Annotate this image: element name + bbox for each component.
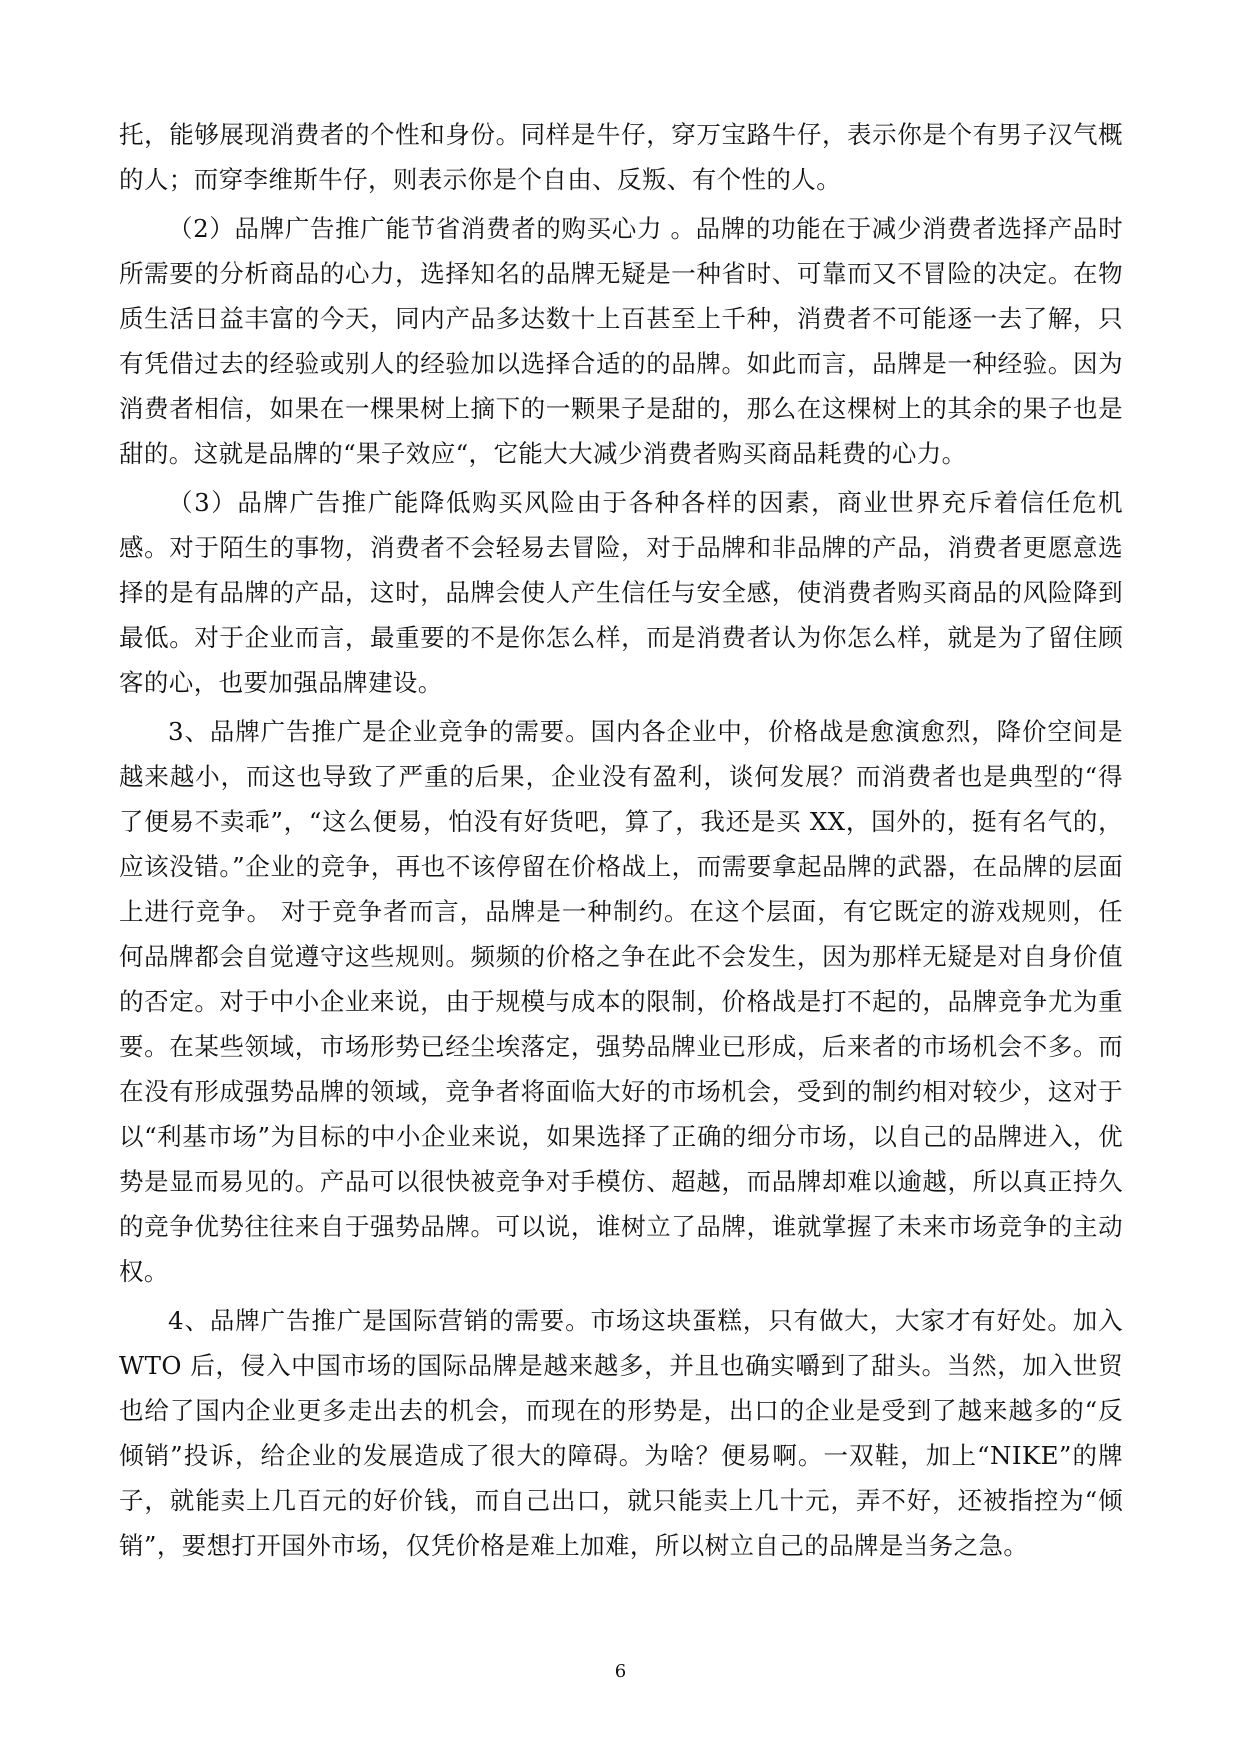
paragraph-point-3: （3）品牌广告推广能降低购买风险由于各种各样的因素，商业世界充斥着信任危机感。对于陌生的事物，消费者不会轻易去冒险，对于品牌和非品牌的产品，消费者更愿意选择的是有品牌的产品，这时，品牌会使人产生信任与安全感，使消费者购买商品的风险降到最低。对于企业而言，最重要的不是你怎么样，而是消费者认为你怎么样，就是为了留住顾客的心，也要加强品牌建设。 <box>119 488 1123 697</box>
paragraph-continuation: 托，能够展现消费者的个性和身份。同样是牛仔，穿万宝路牛仔，表示你是个有男子汉气概的人；而穿李维斯牛仔，则表示你是个自由、反叛、有个性的人。 <box>119 120 1123 194</box>
paragraph-section-4: 4、品牌广告推广是国际营销的需要。市场这块蛋糕，只有做大，大家才有好处。加入 WTO 后，侵入中国市场的国际品牌是越来越多，并且也确实嚼到了甜头。当然，加入世贸也给了国内企业更多走出去的机会，而现在的形势是，出口的企业是受到了越来越多的“反倾销”投诉，给企业的发展造成了很大的障碍。为啥？便易啊。一双鞋，加上“NIKE”的牌子，就能卖上几百元的好价钱，而自己出口，就只能卖上几十元，弄不好，还被指控为“倾销”，要想打开国外市场，仅凭价格是难上加难，所以树立自己的品牌是当务之急。 <box>119 1306 1123 1560</box>
paragraph-section-3: 3、品牌广告推广是企业竞争的需要。国内各企业中，价格战是愈演愈烈，降价空间是越来越小，而这也导致了严重的后果，企业没有盈利，谈何发展？而消费者也是典型的“得了便易不卖乖”，“这么便易，怕没有好货吧，算了，我还是买 XX，国外的，挺有名气的，应该没错。”企业的竞争，再也不该停留在价格战上，而需要拿起品牌的武器，在品牌的层面上进行竞争。 对于竞争者而言，品牌是一种制约。在这个层面，有它既定的游戏规则，任何品牌都会自觉遵守这些规则。频频的价格之争在此不会发生，因为那样无疑是对自身价值的否定。对于中小企业来说，由于规模与成本的限制，价格战是打不起的，品牌竞争尤为重要。在某些领域，市场形势已经尘埃落定，强势品牌业已形成，后来者的市场机会不多。而在没有形成强势品牌的领域，竞争者将面临大好的市场机会，受到的制约相对较少，这对于以“利基市场”为目标的中小企业来说，如果选择了正确的细分市场，以自己的品牌进入，优势是显而易见的。产品可以很快被竞争对手模仿、超越，而品牌却难以逾越，所以真正持久的竞争优势往往来自于强势品牌。可以说，谁树立了品牌，谁就掌握了未来市场竞争的主动权。 <box>119 717 1123 1286</box>
page-number: 6 <box>614 1661 627 1682</box>
document-body <box>119 112 1123 1572</box>
paragraph-point-2: （2）品牌广告推广能节省消费者的购买心力 。品牌的功能在于减少消费者选择产品时所需要的分析商品的心力，选择知名的品牌无疑是一种省时、可靠而又不冒险的决定。在物质生活日益丰富的今天，同内产品多达数十上百甚至上千种，消费者不可能逐一去了解，只有凭借过去的经验或别人的经验加以选择合适的的品牌。如此而言，品牌是一种经验。因为消费者相信，如果在一棵果树上摘下的一颗果子是甜的，那么在这棵树上的其余的果子也是甜的。这就是品牌的“果子效应“，它能大大减少消费者购买商品耗费的心力。 <box>119 214 1123 468</box>
